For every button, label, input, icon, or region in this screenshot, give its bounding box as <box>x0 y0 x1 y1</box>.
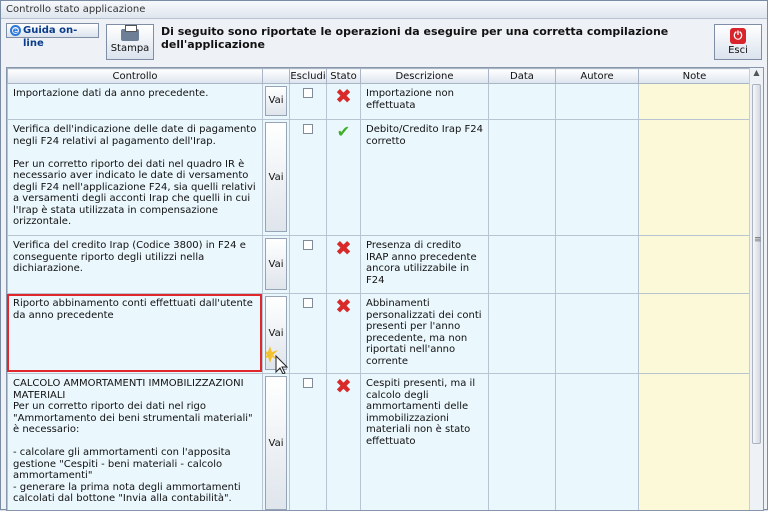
escludi-checkbox[interactable] <box>303 88 313 98</box>
autore-cell <box>556 236 639 294</box>
col-stato: Stato <box>327 69 361 84</box>
stampa-button[interactable] <box>106 24 154 60</box>
col-controllo: Controllo <box>8 69 263 84</box>
descrizione-cell: Debito/Credito Irap F24 corretto <box>361 120 489 236</box>
table-row <box>8 374 751 511</box>
data-cell <box>489 120 556 236</box>
red-x-icon: ✖ <box>335 374 352 398</box>
note-cell <box>639 374 751 511</box>
guida-online-label: Guida on-line <box>23 25 77 49</box>
vertical-scrollbar[interactable] <box>749 68 763 510</box>
autore-cell <box>556 294 639 374</box>
browser-icon: e <box>10 25 21 36</box>
esci-label: Esci <box>728 45 748 56</box>
data-cell <box>489 236 556 294</box>
row-highlight-box <box>7 294 262 372</box>
autore-cell <box>556 374 639 511</box>
mouse-cursor-icon <box>266 344 290 374</box>
controls-grid <box>6 67 764 511</box>
data-cell <box>489 294 556 374</box>
vai-button[interactable]: Vai <box>265 122 287 232</box>
escludi-checkbox[interactable] <box>303 298 313 308</box>
scroll-up-icon[interactable]: ▲ <box>750 68 763 82</box>
vai-button[interactable]: Vai <box>265 238 287 290</box>
vai-button[interactable]: Vai <box>265 296 287 370</box>
col-descrizione: Descrizione <box>361 69 489 84</box>
guida-online-button[interactable] <box>6 23 99 38</box>
vai-button[interactable]: Vai <box>265 86 287 116</box>
descrizione-cell: Abbinamenti personalizzati dei conti presenti per l'anno precedente, ma non riportati nell'anno corrente <box>361 294 489 374</box>
autore-cell <box>556 120 639 236</box>
controllo-cell: CALCOLO AMMORTAMENTI IMMOBILIZZAZIONI MATERIALI Per un corretto riporto dei dati nel rigo "Ammortamento dei beni strumentali materiali" è necessario: - calcolare gli ammortamenti con l'apposita gestione "Cespiti - beni materiali - calcolo ammortamenti" - generare la prima nota degli ammortamenti calcolati dal bottone "Invia alla contabilità". <box>8 374 263 511</box>
table-row <box>8 236 751 294</box>
power-icon: ⏻ <box>730 28 746 44</box>
col-vai <box>263 69 290 84</box>
controllo-cell: Importazione dati da anno precedente. <box>8 84 263 120</box>
note-cell <box>639 294 751 374</box>
red-x-icon: ✖ <box>335 294 352 318</box>
toolbar <box>1 19 767 65</box>
col-autore: Autore <box>556 69 639 84</box>
escludi-checkbox[interactable] <box>303 378 313 388</box>
window-title: Controllo stato applicazione <box>1 1 767 19</box>
note-cell <box>639 120 751 236</box>
table-row <box>8 120 751 236</box>
scroll-thumb[interactable] <box>752 84 761 444</box>
controllo-cell: Verifica del credito Irap (Codice 3800) in F24 e conseguente riporto degli utilizzi nella dichiarazione. <box>8 236 263 294</box>
controls-table <box>7 68 751 511</box>
red-x-icon: ✖ <box>335 236 352 260</box>
vai-button[interactable]: Vai <box>265 376 287 510</box>
descrizione-cell: Importazione non effettuata <box>361 84 489 120</box>
table-header <box>8 69 751 84</box>
col-escludi: Escludi <box>290 69 327 84</box>
autore-cell <box>556 84 639 120</box>
descrizione-cell: Cespiti presenti, ma il calcolo degli ammortamenti delle immobilizzazioni materiali non è stato effettuato <box>361 374 489 511</box>
col-data: Data <box>489 69 556 84</box>
page-heading: Di seguito sono riportate le operazioni da eseguire per una corretta compilazione dell'applicazione <box>161 25 767 51</box>
grip-icon: ≡ <box>754 235 762 245</box>
esci-button[interactable] <box>714 24 762 60</box>
data-cell <box>489 374 556 511</box>
stampa-label: Stampa <box>111 43 150 54</box>
escludi-checkbox[interactable] <box>303 124 313 134</box>
escludi-checkbox[interactable] <box>303 240 313 250</box>
table-row <box>8 84 751 120</box>
controllo-cell: Riporto abbinamento conti effettuati dall'utente da anno precedente <box>8 294 263 374</box>
red-x-icon: ✖ <box>335 84 352 108</box>
note-cell <box>639 84 751 120</box>
green-check-icon: ✔ <box>337 122 350 141</box>
note-cell <box>639 236 751 294</box>
data-cell <box>489 84 556 120</box>
controllo-cell: Verifica dell'indicazione delle date di pagamento negli F24 relativi al pagamento dell'Irap. Per un corretto riporto dei dati nel quadro IR è necessario aver indicato le date di versamento degli F24 nell'applicazione F24, sia quelli relativi a versamenti degli acconti Irap che quelli in cui l'Irap è stata utilizzata in compensazione orizzontale. <box>8 120 263 236</box>
col-note: Note <box>639 69 751 84</box>
descrizione-cell: Presenza di credito IRAP anno precedente ancora utilizzabile in F24 <box>361 236 489 294</box>
printer-icon <box>121 29 139 41</box>
